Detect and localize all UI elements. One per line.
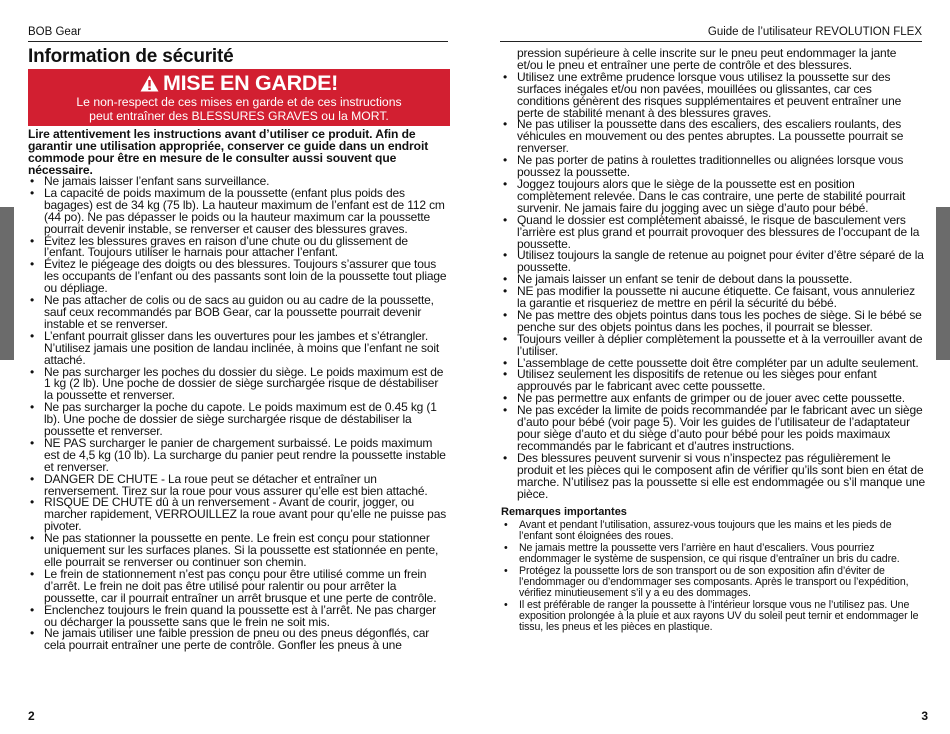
list-item: • Ne jamais laisser un enfant se tenir de debout dans la poussette. <box>501 274 925 286</box>
warning-banner <box>28 69 450 126</box>
list-item: • Joggez toujours alors que le siège de la poussette est en position complètement relevée. Dans le cas contraire, une perte de stabilité pourrait survenir. Ne jamais faire du jogging avec un siège d’auto pour bébé. <box>501 179 925 215</box>
list-item: • La capacité de poids maximum de la poussette (enfant plus poids des bagages) est de 34 kg (75 lb). La hauteur maximum de l’enfant est de 112 cm (44 po). Ne pas dépasser le poids ou la hauteur maximum car la poussette pourrait devenir instable, se renverser et causer des blessures graves. <box>28 188 450 236</box>
list-item: • Enclenchez toujours le frein quand la poussette est à l’arrêt. Ne pas charger ou décharger la poussette sans que le frein ne soit mis. <box>28 605 450 629</box>
warning-title-row <box>32 70 446 96</box>
list-item: • Ne pas attacher de colis ou de sacs au guidon ou au cadre de la poussette, sauf ceux recommandés par BOB Gear, car la poussette pourrait devenir instable et se renverser. <box>28 295 450 331</box>
list-item: • L’enfant pourrait glisser dans les ouvertures pour les jambes et s’étrangler. N’utilisez jamais une position de landau inclinée, à moins que l’enfant ne soit attaché. <box>28 331 450 367</box>
list-item: • DANGER DE CHUTE - La roue peut se détacher et entraîner un renversement. Tirez sur la roue pour vous assurer qu’elle est bien attaché. <box>28 474 450 498</box>
running-head-left: BOB Gear <box>28 26 82 38</box>
list-item: • Utilisez toujours la sangle de retenue au poignet pour éviter d’être séparé de la poussette. <box>501 250 925 274</box>
list-item: • Évitez le piégeage des doigts ou des blessures. Toujours s’assurer que tous les occupants de l’enfant ou des passants sont loin de la poussette tout pliage ou dépliage. <box>28 259 450 295</box>
warning-title: MISE EN GARDE! <box>163 71 338 95</box>
notes-list <box>501 520 925 633</box>
right-page-column <box>501 48 925 634</box>
warning-triangle-icon <box>140 75 159 92</box>
list-item: • Ne pas surcharger les poches du dossier du siège. Le poids maximum est de 1 kg (2 lb). Une poche de dossier de siège surchargée risque de déstabiliser la poussette et renverser. <box>28 367 450 403</box>
list-item: • Utilisez seulement les dispositifs de retenue ou les sièges pour enfant approuvés par le fabricant avec cette poussette. <box>501 369 925 393</box>
list-item: • RISQUE DE CHUTE dû à un renversement - Avant de courir, jogger, ou marcher rapidement, VERROUILLEZ la roue avant pour qu’elle ne puisse pas pivoter. <box>28 497 450 533</box>
list-item: • Ne pas utiliser la poussette dans des escaliers, des escaliers roulants, des véhicules en mouvement ou des pentes abruptes. La poussette pourrait se renverser. <box>501 119 925 155</box>
page-number-right: 3 <box>921 709 928 723</box>
list-item: • Ne pas permettre aux enfants de grimper ou de jouer avec cette poussette. <box>501 393 925 405</box>
list-item: • NE pas modifier la poussette ni aucune étiquette. Ce faisant, vous annuleriez la garantie et risqueriez de mettre en péril la sécurité du bébé. <box>501 286 925 310</box>
list-item: • Ne pas mettre des objets pointus dans tous les poches de siège. Si le bébé se penche sur des objets pointus dans les poches, il pourrait se blesser. <box>501 310 925 334</box>
list-item: • NE PAS surcharger le panier de chargement surbaissé. Le poids maximum est de 4,5 kg (10 lb). La surcharge du panier peut rendre la poussette instable et renverser. <box>28 438 450 474</box>
list-item: • Utilisez une extrême prudence lorsque vous utilisez la poussette sur des surfaces inégales et/ou non pavées, mouillées ou glissantes, car ces conditions génèrent des risques supplémentaires et peuvent entraîner une perte de stabilité menant à des blessures graves. <box>501 72 925 120</box>
left-page-column <box>28 46 450 652</box>
header-rule-right <box>500 41 922 42</box>
list-item: • Le frein de stationnement n’est pas conçu pour être utilisé comme un frein d’arrêt. Le frein ne doit pas être utilisé pour ralentir ou pour arrêter la poussette, car il pourrait entraîner un arrêt brusque et une perte de contrôle. <box>28 569 450 605</box>
list-item: • Avant et pendant l’utilisation, assurez-vous toujours que les mains et les pieds de l’enfant sont éloignées des roues. <box>501 520 925 542</box>
list-item: • Quand le dossier est complètement abaissé, le risque de basculement vers l’arrière est plus grand et pourrait provoquer des blessures de l’occupant de la poussette. <box>501 215 925 251</box>
side-tab-right <box>936 207 950 360</box>
list-item: • Ne pas porter de patins à roulettes traditionnelles ou alignées lorsque vous poussez la poussette. <box>501 155 925 179</box>
list-item: • Ne pas stationner la poussette en pente. Le frein est conçu pour stationner uniquement sur les surfaces planes. Si la poussette est stationnée en pente, elle pourrait se renverser ou continuer son chemin. <box>28 533 450 569</box>
running-head-right: Guide de l’utilisateur REVOLUTION FLEX <box>707 26 922 38</box>
warning-text-line-1: Le non-respect de ces mises en garde et de ces instructions <box>76 95 402 109</box>
list-item: • Toujours veiller à déplier complètement la poussette et à la verrouiller avant de l’utiliser. <box>501 334 925 358</box>
list-item: • Ne jamais mettre la poussette vers l’arrière en haut d’escaliers. Vous pourriez endommager le système de suspension, ce qui risque d’entraîner un bris du cadre. <box>501 543 925 565</box>
safety-list-right <box>501 48 925 500</box>
safety-list-left <box>28 176 450 652</box>
intro-paragraph: Lire attentivement les instructions avant d’utiliser ce produit. Afin de garantir une utilisation appropriée, conserver ce guide dans un endroit commode pour être en mesure de le consulter aussi souvent que nécessaire. <box>28 127 429 177</box>
notes-title: Remarques importantes <box>501 506 627 519</box>
list-item: • Ne jamais utiliser une faible pression de pneu ou des pneus dégonflés, car cela pourrait entraîner une perte de contrôle. Gonfler les pneus à une <box>28 628 450 652</box>
list-item: • Protégez la poussette lors de son transport ou de son exposition afin d’éviter de l’endommager ou d’endommager ses composants. Après le transport ou l’expédition, vérifiez minutieusement s’il y a eu des dommages. <box>501 566 925 599</box>
list-item: • Ne pas excéder la limite de poids recommandée par le fabricant avec un siège d’auto pour bébé (voir page 5). Voir les guides de l’utilisateur de l’adaptateur pour siège d’auto et du siège d’auto pour bébé pour les poids maximaux recommandés par le fabricant et d’autres instructions. <box>501 405 925 453</box>
list-item: • Ne jamais laisser l’enfant sans surveillance. <box>28 176 450 188</box>
section-title: Information de sécurité <box>28 46 234 67</box>
page-number-left: 2 <box>28 709 35 723</box>
side-tab-left <box>0 207 14 360</box>
continued-item: pression supérieure à celle inscrite sur le pneu peut endommager la jante et/ou le pneu et entraîner une perte de contrôle et des blessures. <box>517 46 897 72</box>
list-item: • Des blessures peuvent survenir si vous n’inspectez pas régulièrement le produit et les pièces qui le composent afin de vérifier qu’ils sont bien en état de marche. N’utilisez pas la poussette si elle est endommagée ou s’il manque une pièce. <box>501 453 925 501</box>
warning-text-line-2: peut entraîner des BLESSURES GRAVES ou la MORT. <box>89 108 389 123</box>
header-rule-left <box>28 41 448 42</box>
list-item: • Évitez les blessures graves en raison d’une chute ou du glissement de l’enfant. Toujours utiliser le harnais pour attacher l’enfant. <box>28 236 450 260</box>
list-item: • L’assemblage de cette poussette doit être compléter par un adulte seulement. <box>501 358 925 370</box>
list-item: • Il est préférable de ranger la poussette à l’intérieur lorsque vous ne l’utilisez pas. Une exposition prolongée à la pluie et aux rayons UV du soleil peut ternir et endommager le tissu, les pneus et les pièces en plastique. <box>501 600 925 633</box>
list-item: • Ne pas surcharger la poche du capote. Le poids maximum est de 0.45 kg (1 lb). Une poche de dossier de siège surchargée risque de déstabiliser la poussette et renverser. <box>28 402 450 438</box>
